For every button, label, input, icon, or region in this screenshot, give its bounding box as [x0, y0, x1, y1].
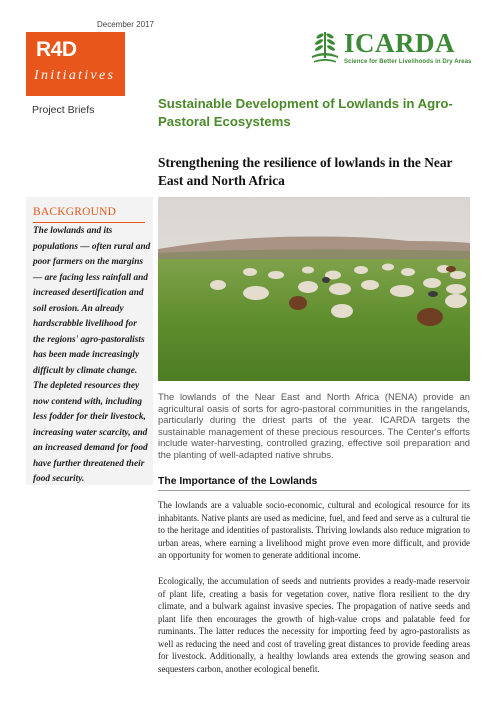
body-paragraph: Ecologically, the accumulation of seeds and nutrients provides a ready-made reservoir of plant life, creating a basis for vegetation cover, native flora resilient to the dry climate, and a bulwark against invasive species. The propagation of native seeds and plant life then encourages the growth of high-value crops and palatable feed for ruminants. The latter reduces the necessity for importing feed by agro-pastoralists as well as reducing the need and cost of traveling great distances to provide feeding areas for livestock. Additionally, a healthy lowlands area extends the growing season and sequesters carbon, another ecological benefit.: [158, 576, 470, 674]
page-subtitle: Strengthening the resilience of lowlands in the Near East and North Africa: [158, 155, 453, 188]
sidebar-divider: [33, 222, 145, 223]
r4d-title: R4D: [36, 38, 77, 61]
icarda-tagline: Science for Better Livelihoods in Dry Areas: [344, 59, 472, 65]
sheep-grazing-photo: [158, 197, 470, 381]
section-divider: [158, 490, 470, 491]
page-title: Sustainable Development of Lowlands in Agro-Pastoral Ecosystems: [158, 96, 453, 129]
sidebar-text: The lowlands and its populations — often rural and poor farmers on the margins — are facing less rainfall and increased desertification and soil erosion. An already hardscrabble livelihood for the regions' agro-pastoralists has been made increasingly difficult by climate change. The depleted resources they now contend with, including less fodder for their livestock, increasing water scarcity, and an increased demand for food have further threatened their food security.: [33, 226, 151, 484]
publication-date: December 2017: [97, 20, 154, 29]
intro-paragraph: The lowlands of the Near East and North Africa (NENA) provide an agricultural oasis of sorts for agro-pastoral communities in the rangelands, particularly during the driest parts of the year. ICARDA targets the sustainable management of these precious resources. The Center's efforts include water-harvesting, controlled grazing, effective soil preparation and the planting of well-adapted native shrubs.: [158, 391, 470, 460]
body-paragraph: The lowlands are a valuable socio-economic, cultural and ecological resource for its inhabitants. Native plants are used as medicine, fuel, and feed and serve as a cultural tie to the heritage and identities of pastoralists. Thriving lowlands also reduce migration to urban areas, where earning a livelihood might prove even more difficult, and provide an opportunity for women to generate additional income.: [158, 500, 470, 560]
icarda-wordmark: ICARDA: [344, 28, 455, 58]
r4d-subtitle: Initiatives: [34, 68, 116, 83]
sidebar-heading: BACKGROUND: [33, 206, 117, 218]
series-label: Project Briefs: [32, 104, 95, 116]
section-heading: The Importance of the Lowlands: [158, 476, 318, 487]
